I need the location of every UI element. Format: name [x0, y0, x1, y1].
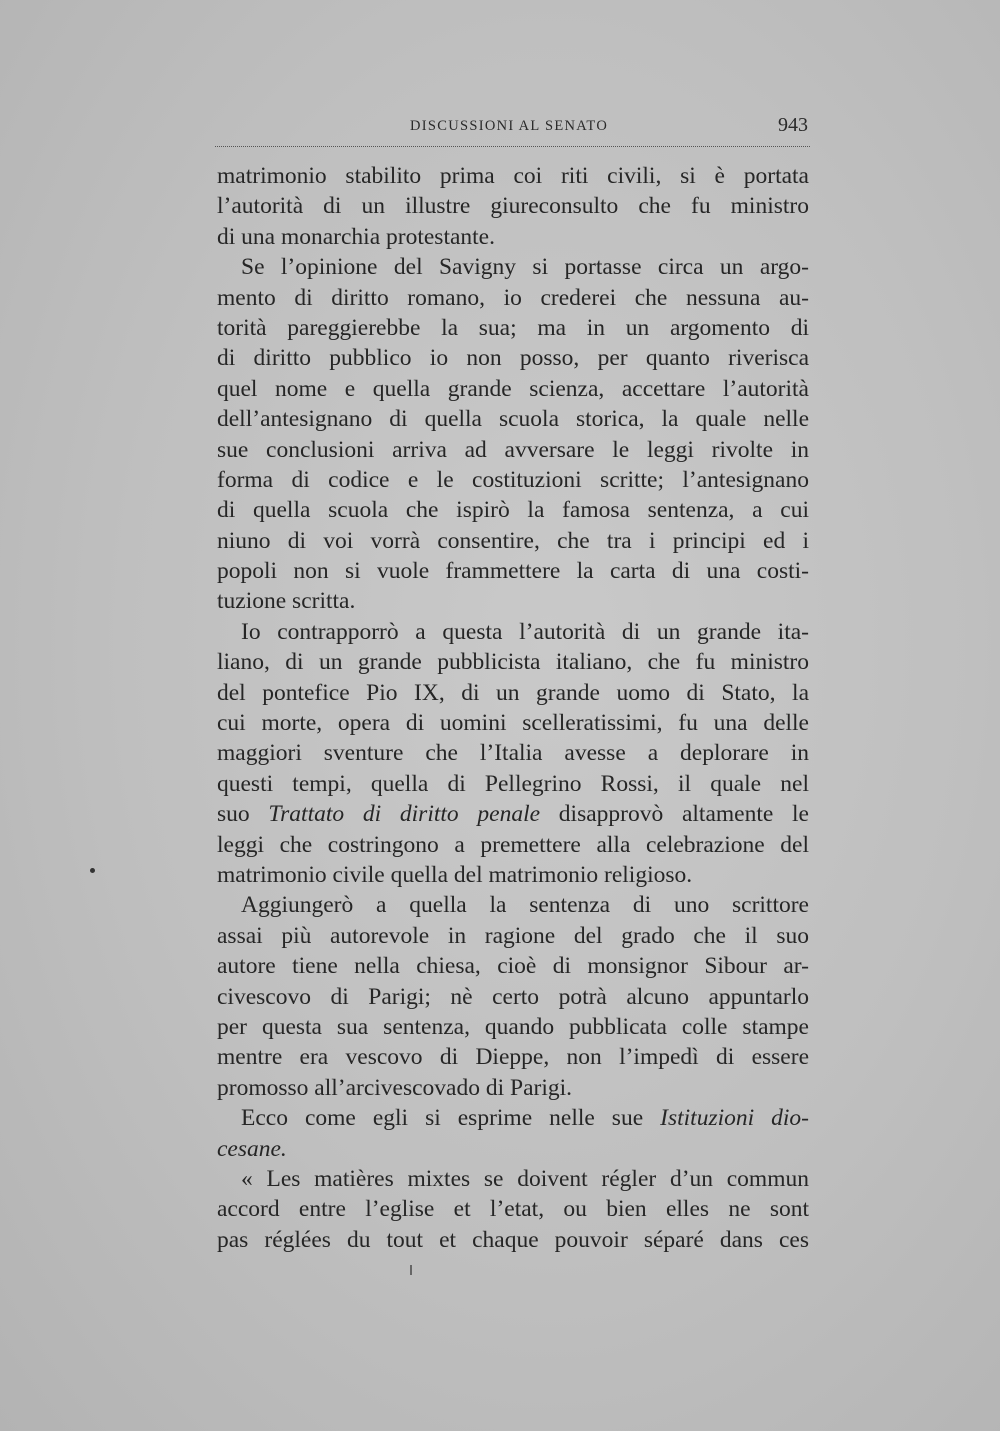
- text-line: liano, di un grande pubblicista italiano, che fu ministro: [217, 649, 809, 676]
- text-line: maggiori sventure che l’Italia avesse a deplorare in: [217, 740, 809, 767]
- text-line: promosso all’arcivescovado di Parigi.: [217, 1074, 573, 1101]
- text-line: del pontefice Pio IX, di un grande uomo di Stato, la: [217, 679, 809, 706]
- text-line: civescovo di Parigi; nè certo potrà alcuno appuntarlo: [217, 983, 809, 1010]
- text-line: di una monarchia protestante.: [217, 223, 495, 250]
- text-line: di quella scuola che ispirò la famosa sentenza, a cui: [217, 497, 809, 524]
- margin-dot-mark: [90, 868, 95, 873]
- text-line: pas réglées du tout et chaque pouvoir séparé dans ces: [217, 1226, 809, 1253]
- italic-title: Istituzioni dio-: [660, 1105, 810, 1132]
- text-line-with-italic: [217, 1134, 809, 1164]
- text-line: quel nome e quella grande scienza, accettare l’autorità: [217, 375, 809, 402]
- text-line: niuno di voi vorrà consentire, che tra i principi ed i: [217, 527, 809, 554]
- text-line: l’autorità di un illustre giureconsulto che fu ministro: [217, 193, 809, 220]
- text-line: matrimonio civile quella del matrimonio religioso.: [217, 861, 693, 888]
- header-rule: [215, 146, 810, 147]
- italic-title: cesane.: [217, 1135, 287, 1162]
- text-segment: suo: [217, 801, 269, 828]
- text-line-with-italic: [217, 799, 809, 829]
- text-line: accord entre l’eglise et l’etat, ou bien elles ne sont: [217, 1196, 809, 1223]
- text-line: matrimonio stabilito prima coi riti civili, si è portata: [217, 163, 809, 189]
- text-line-with-italic: [217, 1103, 809, 1133]
- body-text: [217, 161, 809, 1255]
- text-line: questi tempi, quella di Pellegrino Rossi, il quale nel: [217, 770, 809, 797]
- text-line: assai più autorevole in ragione del grado che il suo: [217, 922, 809, 949]
- margin-tick-mark: [410, 1265, 412, 1275]
- text-line: mento di diritto romano, io crederei che nessuna au-: [217, 284, 809, 311]
- text-line: torità pareggierebbe la sua; ma in un argomento di: [217, 314, 809, 341]
- text-line: tuzione scritta.: [217, 588, 356, 615]
- italic-title: Trattato di diritto penale: [268, 801, 541, 828]
- text-line: forma di codice e le costituzioni scritte; l’antesignano: [217, 466, 809, 493]
- text-line: mentre era vescovo di Dieppe, non l’impedì di essere: [217, 1044, 809, 1071]
- running-title: DISCUSSIONI AL SENATO: [410, 118, 609, 134]
- page-number: 943: [778, 114, 808, 136]
- text-line: Io contrapporrò a questa l’autorità di un grande ita-: [241, 618, 809, 645]
- text-segment: disapprovò altamente le: [540, 801, 809, 828]
- text-line: cui morte, opera di uomini scelleratissimi, fu una delle: [217, 710, 809, 737]
- text-line: popoli non si vuole frammettere la carta di una costi-: [217, 558, 809, 585]
- text-line: autore tiene nella chiesa, cioè di monsignor Sibour ar-: [217, 953, 809, 980]
- text-line: Se l’opinione del Savigny si portasse circa un argo-: [241, 254, 809, 281]
- text-line: « Les matières mixtes se doivent régler d’un commun: [241, 1165, 809, 1192]
- page-header: [215, 114, 810, 148]
- text-line: di diritto pubblico io non posso, per quanto riverisca: [217, 345, 809, 372]
- text-line: per questa sua sentenza, quando pubblicata colle stampe: [217, 1013, 809, 1040]
- text-segment: Ecco come egli si esprime nelle sue: [241, 1105, 661, 1132]
- text-line: dell’antesignano di quella scuola storica, la quale nelle: [217, 406, 809, 433]
- text-line: sue conclusioni arriva ad avversare le leggi rivolte in: [217, 436, 809, 463]
- text-line: Aggiungerò a quella la sentenza di uno scrittore: [241, 892, 809, 919]
- text-line: leggi che costringono a premettere alla celebrazione del: [217, 831, 809, 858]
